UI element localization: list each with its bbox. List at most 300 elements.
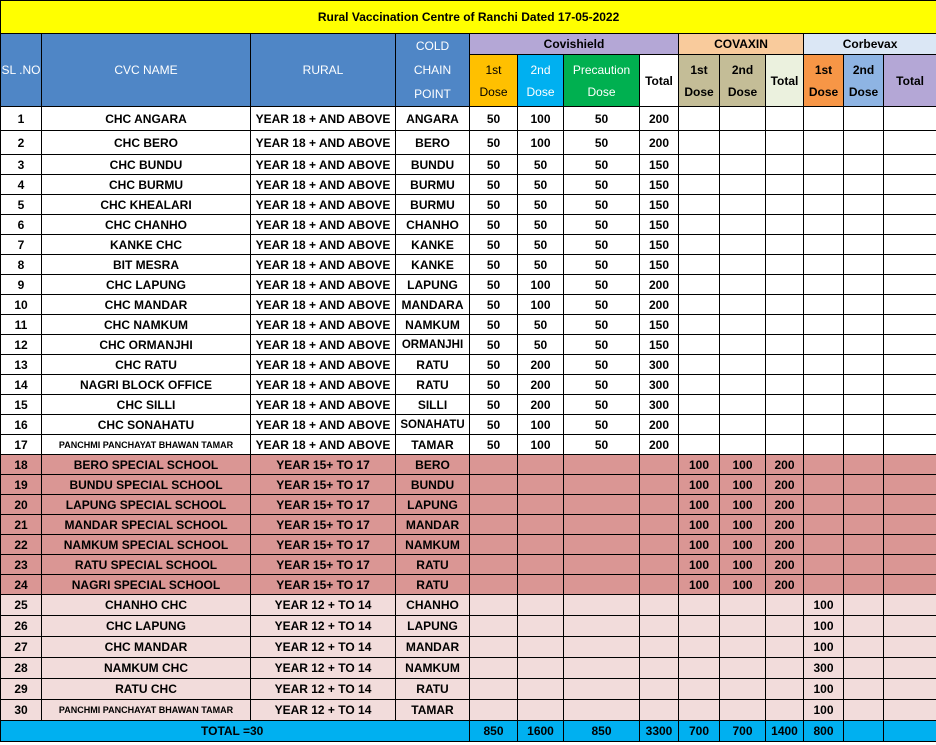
cold-chain-cell: ANGARA [396, 107, 470, 131]
covishield-precaution-cell [564, 658, 640, 679]
cold-chain-cell: MANDAR [396, 515, 470, 535]
corbevax-1st-cell [804, 575, 844, 595]
rural-cell: YEAR 15+ TO 17 [251, 455, 396, 475]
covishield-1st-cell [470, 658, 518, 679]
corbevax-total-cell [884, 435, 936, 455]
corbevax-2nd-cell [844, 395, 884, 415]
covishield-total-cell [640, 616, 679, 637]
table-row [1, 295, 936, 315]
cvc-name-cell: CHC KHEALARI [42, 195, 251, 215]
covaxin-total-cell [766, 679, 804, 700]
covishield-1st-cell: 50 [470, 375, 518, 395]
total-value-cell: 1400 [766, 721, 804, 742]
covishield-precaution-cell: 50 [564, 395, 640, 415]
covishield-1st-cell: 50 [470, 255, 518, 275]
covishield-1st-cell: 50 [470, 335, 518, 355]
cold-chain-cell: MANDAR [396, 637, 470, 658]
table-row [1, 335, 936, 355]
corbevax-1st-cell [804, 195, 844, 215]
corbevax-2nd-cell [844, 495, 884, 515]
table-row [1, 375, 936, 395]
sl-no-cell: 29 [1, 679, 42, 700]
table-row [1, 595, 936, 616]
corbevax-1st-cell [804, 215, 844, 235]
cvc-name-cell: MANDAR SPECIAL SCHOOL [42, 515, 251, 535]
corbevax-total-cell [884, 555, 936, 575]
cvc-name-cell: CHC BUNDU [42, 155, 251, 175]
rural-cell: YEAR 12 + TO 14 [251, 637, 396, 658]
rural-cell: YEAR 18 + AND ABOVE [251, 415, 396, 435]
covishield-total-cell: 150 [640, 335, 679, 355]
covaxin-1st-cell [679, 215, 720, 235]
corbevax-total-cell [884, 375, 936, 395]
rural-cell: YEAR 15+ TO 17 [251, 555, 396, 575]
corbevax-2nd-cell [844, 315, 884, 335]
covaxin-1st-cell [679, 616, 720, 637]
header-covishield: Covishield [470, 34, 679, 55]
cvc-name-cell: NAMKUM SPECIAL SCHOOL [42, 535, 251, 555]
sl-no-cell: 11 [1, 315, 42, 335]
covaxin-1st-cell [679, 315, 720, 335]
covaxin-2nd-cell [720, 235, 766, 255]
covishield-1st-cell: 50 [470, 131, 518, 155]
covaxin-total-cell: 200 [766, 475, 804, 495]
corbevax-1st-cell: 100 [804, 637, 844, 658]
header-corbevax-total: Total [884, 55, 936, 107]
corbevax-1st-cell: 300 [804, 658, 844, 679]
covishield-2nd-cell [518, 658, 564, 679]
covishield-2nd-cell [518, 515, 564, 535]
covishield-total-cell [640, 595, 679, 616]
sl-no-cell: 24 [1, 575, 42, 595]
corbevax-total-cell [884, 107, 936, 131]
corbevax-2nd-cell [844, 575, 884, 595]
corbevax-total-cell [884, 395, 936, 415]
covishield-2nd-cell: 50 [518, 255, 564, 275]
corbevax-2nd-cell [844, 195, 884, 215]
covishield-1st-cell: 50 [470, 415, 518, 435]
sl-no-cell: 12 [1, 335, 42, 355]
covishield-2nd-cell: 200 [518, 355, 564, 375]
covishield-1st-cell [470, 555, 518, 575]
corbevax-total-cell [884, 315, 936, 335]
covishield-total-cell: 200 [640, 107, 679, 131]
corbevax-2nd-cell [844, 415, 884, 435]
covaxin-1st-cell [679, 335, 720, 355]
cvc-name-cell: RATU SPECIAL SCHOOL [42, 555, 251, 575]
covishield-precaution-cell: 50 [564, 375, 640, 395]
rural-cell: YEAR 18 + AND ABOVE [251, 295, 396, 315]
sl-no-cell: 13 [1, 355, 42, 375]
covishield-precaution-cell [564, 637, 640, 658]
corbevax-2nd-cell [844, 700, 884, 721]
total-value-cell: 800 [804, 721, 844, 742]
covishield-precaution-cell [564, 679, 640, 700]
table-row [1, 495, 936, 515]
covaxin-1st-cell [679, 295, 720, 315]
sl-no-cell: 19 [1, 475, 42, 495]
table-row [1, 515, 936, 535]
covishield-1st-cell: 50 [470, 435, 518, 455]
corbevax-1st-cell [804, 495, 844, 515]
cold-chain-cell: RATU [396, 575, 470, 595]
cvc-name-cell: KANKE CHC [42, 235, 251, 255]
cold-chain-cell: SILLI [396, 395, 470, 415]
covishield-precaution-cell [564, 535, 640, 555]
covishield-2nd-cell: 100 [518, 107, 564, 131]
corbevax-1st-cell [804, 515, 844, 535]
corbevax-total-cell [884, 215, 936, 235]
cold-chain-cell: NAMKUM [396, 535, 470, 555]
covishield-total-cell: 200 [640, 415, 679, 435]
covaxin-total-cell [766, 355, 804, 375]
covishield-precaution-cell: 50 [564, 435, 640, 455]
sl-no-cell: 30 [1, 700, 42, 721]
table-row [1, 555, 936, 575]
corbevax-1st-cell [804, 475, 844, 495]
covishield-precaution-cell [564, 495, 640, 515]
corbevax-total-cell [884, 155, 936, 175]
covishield-1st-cell [470, 575, 518, 595]
sl-no-cell: 27 [1, 637, 42, 658]
covishield-2nd-cell: 200 [518, 395, 564, 415]
corbevax-total-cell [884, 535, 936, 555]
covishield-total-cell: 150 [640, 155, 679, 175]
cvc-name-cell: CHC LAPUNG [42, 275, 251, 295]
covaxin-2nd-cell [720, 355, 766, 375]
covaxin-total-cell: 200 [766, 535, 804, 555]
covishield-2nd-cell [518, 555, 564, 575]
sl-no-cell: 21 [1, 515, 42, 535]
covishield-2nd-cell [518, 679, 564, 700]
covishield-total-cell: 200 [640, 435, 679, 455]
covishield-2nd-cell [518, 495, 564, 515]
covaxin-total-cell [766, 395, 804, 415]
sl-no-cell: 14 [1, 375, 42, 395]
covaxin-1st-cell: 100 [679, 535, 720, 555]
cvc-name-cell: CHC NAMKUM [42, 315, 251, 335]
cold-chain-cell: LAPUNG [396, 616, 470, 637]
corbevax-1st-cell [804, 107, 844, 131]
covishield-precaution-cell: 50 [564, 195, 640, 215]
sl-no-cell: 28 [1, 658, 42, 679]
rural-cell: YEAR 18 + AND ABOVE [251, 155, 396, 175]
cold-chain-cell: BERO [396, 131, 470, 155]
rural-cell: YEAR 15+ TO 17 [251, 535, 396, 555]
covaxin-total-cell [766, 255, 804, 275]
sl-no-cell: 3 [1, 155, 42, 175]
total-value-cell [844, 721, 884, 742]
corbevax-2nd-cell [844, 535, 884, 555]
covaxin-1st-cell: 100 [679, 575, 720, 595]
corbevax-1st-cell: 100 [804, 679, 844, 700]
corbevax-2nd-cell [844, 475, 884, 495]
covishield-2nd-cell: 50 [518, 195, 564, 215]
covishield-1st-cell [470, 595, 518, 616]
covaxin-1st-cell [679, 375, 720, 395]
cold-chain-cell: RATU [396, 375, 470, 395]
table-row [1, 475, 936, 495]
rural-cell: YEAR 18 + AND ABOVE [251, 131, 396, 155]
table-row [1, 679, 936, 700]
rural-cell: YEAR 15+ TO 17 [251, 575, 396, 595]
table-row [1, 107, 936, 131]
covishield-1st-cell: 50 [470, 355, 518, 375]
covishield-1st-cell [470, 455, 518, 475]
covaxin-total-cell [766, 658, 804, 679]
corbevax-total-cell [884, 255, 936, 275]
corbevax-2nd-cell [844, 255, 884, 275]
cvc-name-cell: CHC BERO [42, 131, 251, 155]
corbevax-2nd-cell [844, 679, 884, 700]
rural-cell: YEAR 18 + AND ABOVE [251, 435, 396, 455]
covishield-1st-cell [470, 679, 518, 700]
corbevax-total-cell [884, 616, 936, 637]
cold-chain-cell: CHANHO [396, 215, 470, 235]
header-covishield-total: Total [640, 55, 679, 107]
covishield-1st-cell: 50 [470, 275, 518, 295]
total-value-cell: 850 [564, 721, 640, 742]
covishield-1st-cell: 50 [470, 175, 518, 195]
table-row [1, 535, 936, 555]
covaxin-1st-cell [679, 435, 720, 455]
covaxin-2nd-cell: 100 [720, 535, 766, 555]
covaxin-2nd-cell [720, 395, 766, 415]
covishield-1st-cell: 50 [470, 195, 518, 215]
corbevax-1st-cell [804, 535, 844, 555]
corbevax-1st-cell [804, 255, 844, 275]
corbevax-total-cell [884, 335, 936, 355]
covishield-1st-cell [470, 495, 518, 515]
corbevax-1st-cell [804, 315, 844, 335]
covishield-precaution-cell: 50 [564, 215, 640, 235]
covaxin-2nd-cell [720, 637, 766, 658]
covaxin-2nd-cell [720, 215, 766, 235]
covishield-total-cell: 200 [640, 275, 679, 295]
covaxin-1st-cell [679, 275, 720, 295]
covaxin-2nd-cell [720, 679, 766, 700]
table-row [1, 395, 936, 415]
sl-no-cell: 25 [1, 595, 42, 616]
cvc-name-cell: PANCHMI PANCHAYAT BHAWAN TAMAR [42, 700, 251, 721]
covishield-precaution-cell: 50 [564, 295, 640, 315]
corbevax-2nd-cell [844, 215, 884, 235]
header-covaxin: COVAXIN [679, 34, 804, 55]
covishield-precaution-cell: 50 [564, 415, 640, 435]
table-row [1, 637, 936, 658]
covaxin-total-cell [766, 275, 804, 295]
covaxin-1st-cell [679, 355, 720, 375]
covishield-total-cell [640, 515, 679, 535]
cold-chain-cell: BUNDU [396, 475, 470, 495]
covaxin-2nd-cell [720, 435, 766, 455]
corbevax-2nd-cell [844, 515, 884, 535]
rural-cell: YEAR 12 + TO 14 [251, 679, 396, 700]
total-value-cell [884, 721, 936, 742]
rural-cell: YEAR 12 + TO 14 [251, 658, 396, 679]
covishield-precaution-cell: 50 [564, 315, 640, 335]
corbevax-total-cell [884, 595, 936, 616]
table-row [1, 415, 936, 435]
cvc-name-cell: BERO SPECIAL SCHOOL [42, 455, 251, 475]
covaxin-total-cell [766, 700, 804, 721]
total-value-cell: 1600 [518, 721, 564, 742]
sheet-title: Rural Vaccination Centre of Ranchi Dated 17-05-2022 [1, 1, 936, 34]
cold-chain-cell: BURMU [396, 195, 470, 215]
header-corbevax: Corbevax [804, 34, 936, 55]
corbevax-1st-cell [804, 555, 844, 575]
corbevax-2nd-cell [844, 375, 884, 395]
sl-no-cell: 2 [1, 131, 42, 155]
cold-chain-cell: BURMU [396, 175, 470, 195]
covishield-precaution-cell: 50 [564, 275, 640, 295]
table-row [1, 700, 936, 721]
cvc-name-cell: CHC LAPUNG [42, 616, 251, 637]
covishield-1st-cell: 50 [470, 107, 518, 131]
covishield-2nd-cell [518, 700, 564, 721]
cold-chain-cell: TAMAR [396, 435, 470, 455]
covishield-1st-cell: 50 [470, 155, 518, 175]
cvc-name-cell: RATU CHC [42, 679, 251, 700]
covishield-total-cell [640, 637, 679, 658]
cvc-name-cell: CHC SILLI [42, 395, 251, 415]
covishield-precaution-cell [564, 595, 640, 616]
rural-cell: YEAR 15+ TO 17 [251, 515, 396, 535]
covaxin-2nd-cell: 100 [720, 495, 766, 515]
cvc-name-cell: CHC SONAHATU [42, 415, 251, 435]
covishield-precaution-cell: 50 [564, 335, 640, 355]
corbevax-2nd-cell [844, 275, 884, 295]
covaxin-total-cell [766, 315, 804, 335]
rural-cell: YEAR 18 + AND ABOVE [251, 335, 396, 355]
covishield-total-cell: 300 [640, 355, 679, 375]
covaxin-2nd-cell: 100 [720, 515, 766, 535]
corbevax-1st-cell [804, 435, 844, 455]
header-covishield-precaution-dose: Precaution Dose [564, 55, 640, 107]
covaxin-total-cell [766, 107, 804, 131]
cold-chain-cell: BUNDU [396, 155, 470, 175]
corbevax-2nd-cell [844, 295, 884, 315]
table-row [1, 195, 936, 215]
corbevax-2nd-cell [844, 555, 884, 575]
rural-cell: YEAR 18 + AND ABOVE [251, 215, 396, 235]
covishield-1st-cell: 50 [470, 315, 518, 335]
corbevax-1st-cell [804, 395, 844, 415]
covaxin-2nd-cell [720, 131, 766, 155]
corbevax-total-cell [884, 475, 936, 495]
covaxin-1st-cell: 100 [679, 455, 720, 475]
covishield-1st-cell: 50 [470, 215, 518, 235]
table-row [1, 235, 936, 255]
corbevax-total-cell [884, 637, 936, 658]
covishield-1st-cell [470, 515, 518, 535]
covishield-precaution-cell: 50 [564, 131, 640, 155]
cold-chain-cell: TAMAR [396, 700, 470, 721]
covishield-2nd-cell: 50 [518, 155, 564, 175]
covishield-2nd-cell: 100 [518, 435, 564, 455]
covaxin-2nd-cell: 100 [720, 555, 766, 575]
corbevax-1st-cell [804, 335, 844, 355]
covaxin-total-cell [766, 415, 804, 435]
corbevax-total-cell [884, 495, 936, 515]
covishield-2nd-cell [518, 475, 564, 495]
covishield-total-cell [640, 555, 679, 575]
sl-no-cell: 18 [1, 455, 42, 475]
covishield-2nd-cell: 50 [518, 175, 564, 195]
covishield-2nd-cell [518, 595, 564, 616]
covishield-total-cell: 300 [640, 375, 679, 395]
corbevax-total-cell [884, 515, 936, 535]
covishield-precaution-cell [564, 616, 640, 637]
covishield-2nd-cell [518, 616, 564, 637]
covaxin-2nd-cell [720, 275, 766, 295]
covishield-2nd-cell [518, 637, 564, 658]
header-covishield-2nd-dose: 2nd Dose [518, 55, 564, 107]
covishield-2nd-cell [518, 535, 564, 555]
corbevax-1st-cell [804, 275, 844, 295]
cold-chain-cell: BERO [396, 455, 470, 475]
cold-chain-cell: NAMKUM [396, 315, 470, 335]
sl-no-cell: 9 [1, 275, 42, 295]
rural-cell: YEAR 12 + TO 14 [251, 595, 396, 616]
cvc-name-cell: PANCHMI PANCHAYAT BHAWAN TAMAR [42, 435, 251, 455]
covishield-2nd-cell: 100 [518, 295, 564, 315]
covaxin-total-cell: 200 [766, 555, 804, 575]
covaxin-2nd-cell [720, 595, 766, 616]
cvc-name-cell: CHC ANGARA [42, 107, 251, 131]
rural-cell: YEAR 18 + AND ABOVE [251, 175, 396, 195]
sl-no-cell: 5 [1, 195, 42, 215]
covaxin-1st-cell [679, 175, 720, 195]
covishield-1st-cell [470, 535, 518, 555]
covaxin-1st-cell [679, 415, 720, 435]
covaxin-1st-cell: 100 [679, 555, 720, 575]
rural-cell: YEAR 18 + AND ABOVE [251, 235, 396, 255]
covishield-precaution-cell: 50 [564, 107, 640, 131]
covaxin-2nd-cell [720, 107, 766, 131]
covaxin-1st-cell: 100 [679, 475, 720, 495]
covaxin-2nd-cell [720, 658, 766, 679]
covishield-total-cell: 150 [640, 195, 679, 215]
header-cvc-name: CVC NAME [42, 34, 251, 107]
covaxin-total-cell [766, 235, 804, 255]
cvc-name-cell: CHANHO CHC [42, 595, 251, 616]
covishield-precaution-cell: 50 [564, 155, 640, 175]
total-value-cell: 700 [720, 721, 766, 742]
cvc-name-cell: NAGRI BLOCK OFFICE [42, 375, 251, 395]
cold-chain-cell: SONAHATU [396, 415, 470, 435]
corbevax-total-cell [884, 658, 936, 679]
table-row [1, 355, 936, 375]
covishield-2nd-cell: 100 [518, 131, 564, 155]
rural-cell: YEAR 18 + AND ABOVE [251, 355, 396, 375]
table-row [1, 155, 936, 175]
covishield-2nd-cell: 50 [518, 235, 564, 255]
table-row [1, 255, 936, 275]
covaxin-1st-cell [679, 155, 720, 175]
header-corbevax-2nd-dose: 2nd Dose [844, 55, 884, 107]
covishield-total-cell: 200 [640, 295, 679, 315]
covaxin-total-cell [766, 595, 804, 616]
covishield-1st-cell [470, 637, 518, 658]
covaxin-total-cell: 200 [766, 575, 804, 595]
sl-no-cell: 15 [1, 395, 42, 415]
table-row [1, 275, 936, 295]
cvc-name-cell: CHC RATU [42, 355, 251, 375]
covishield-precaution-cell: 50 [564, 255, 640, 275]
covaxin-1st-cell [679, 595, 720, 616]
corbevax-2nd-cell [844, 107, 884, 131]
